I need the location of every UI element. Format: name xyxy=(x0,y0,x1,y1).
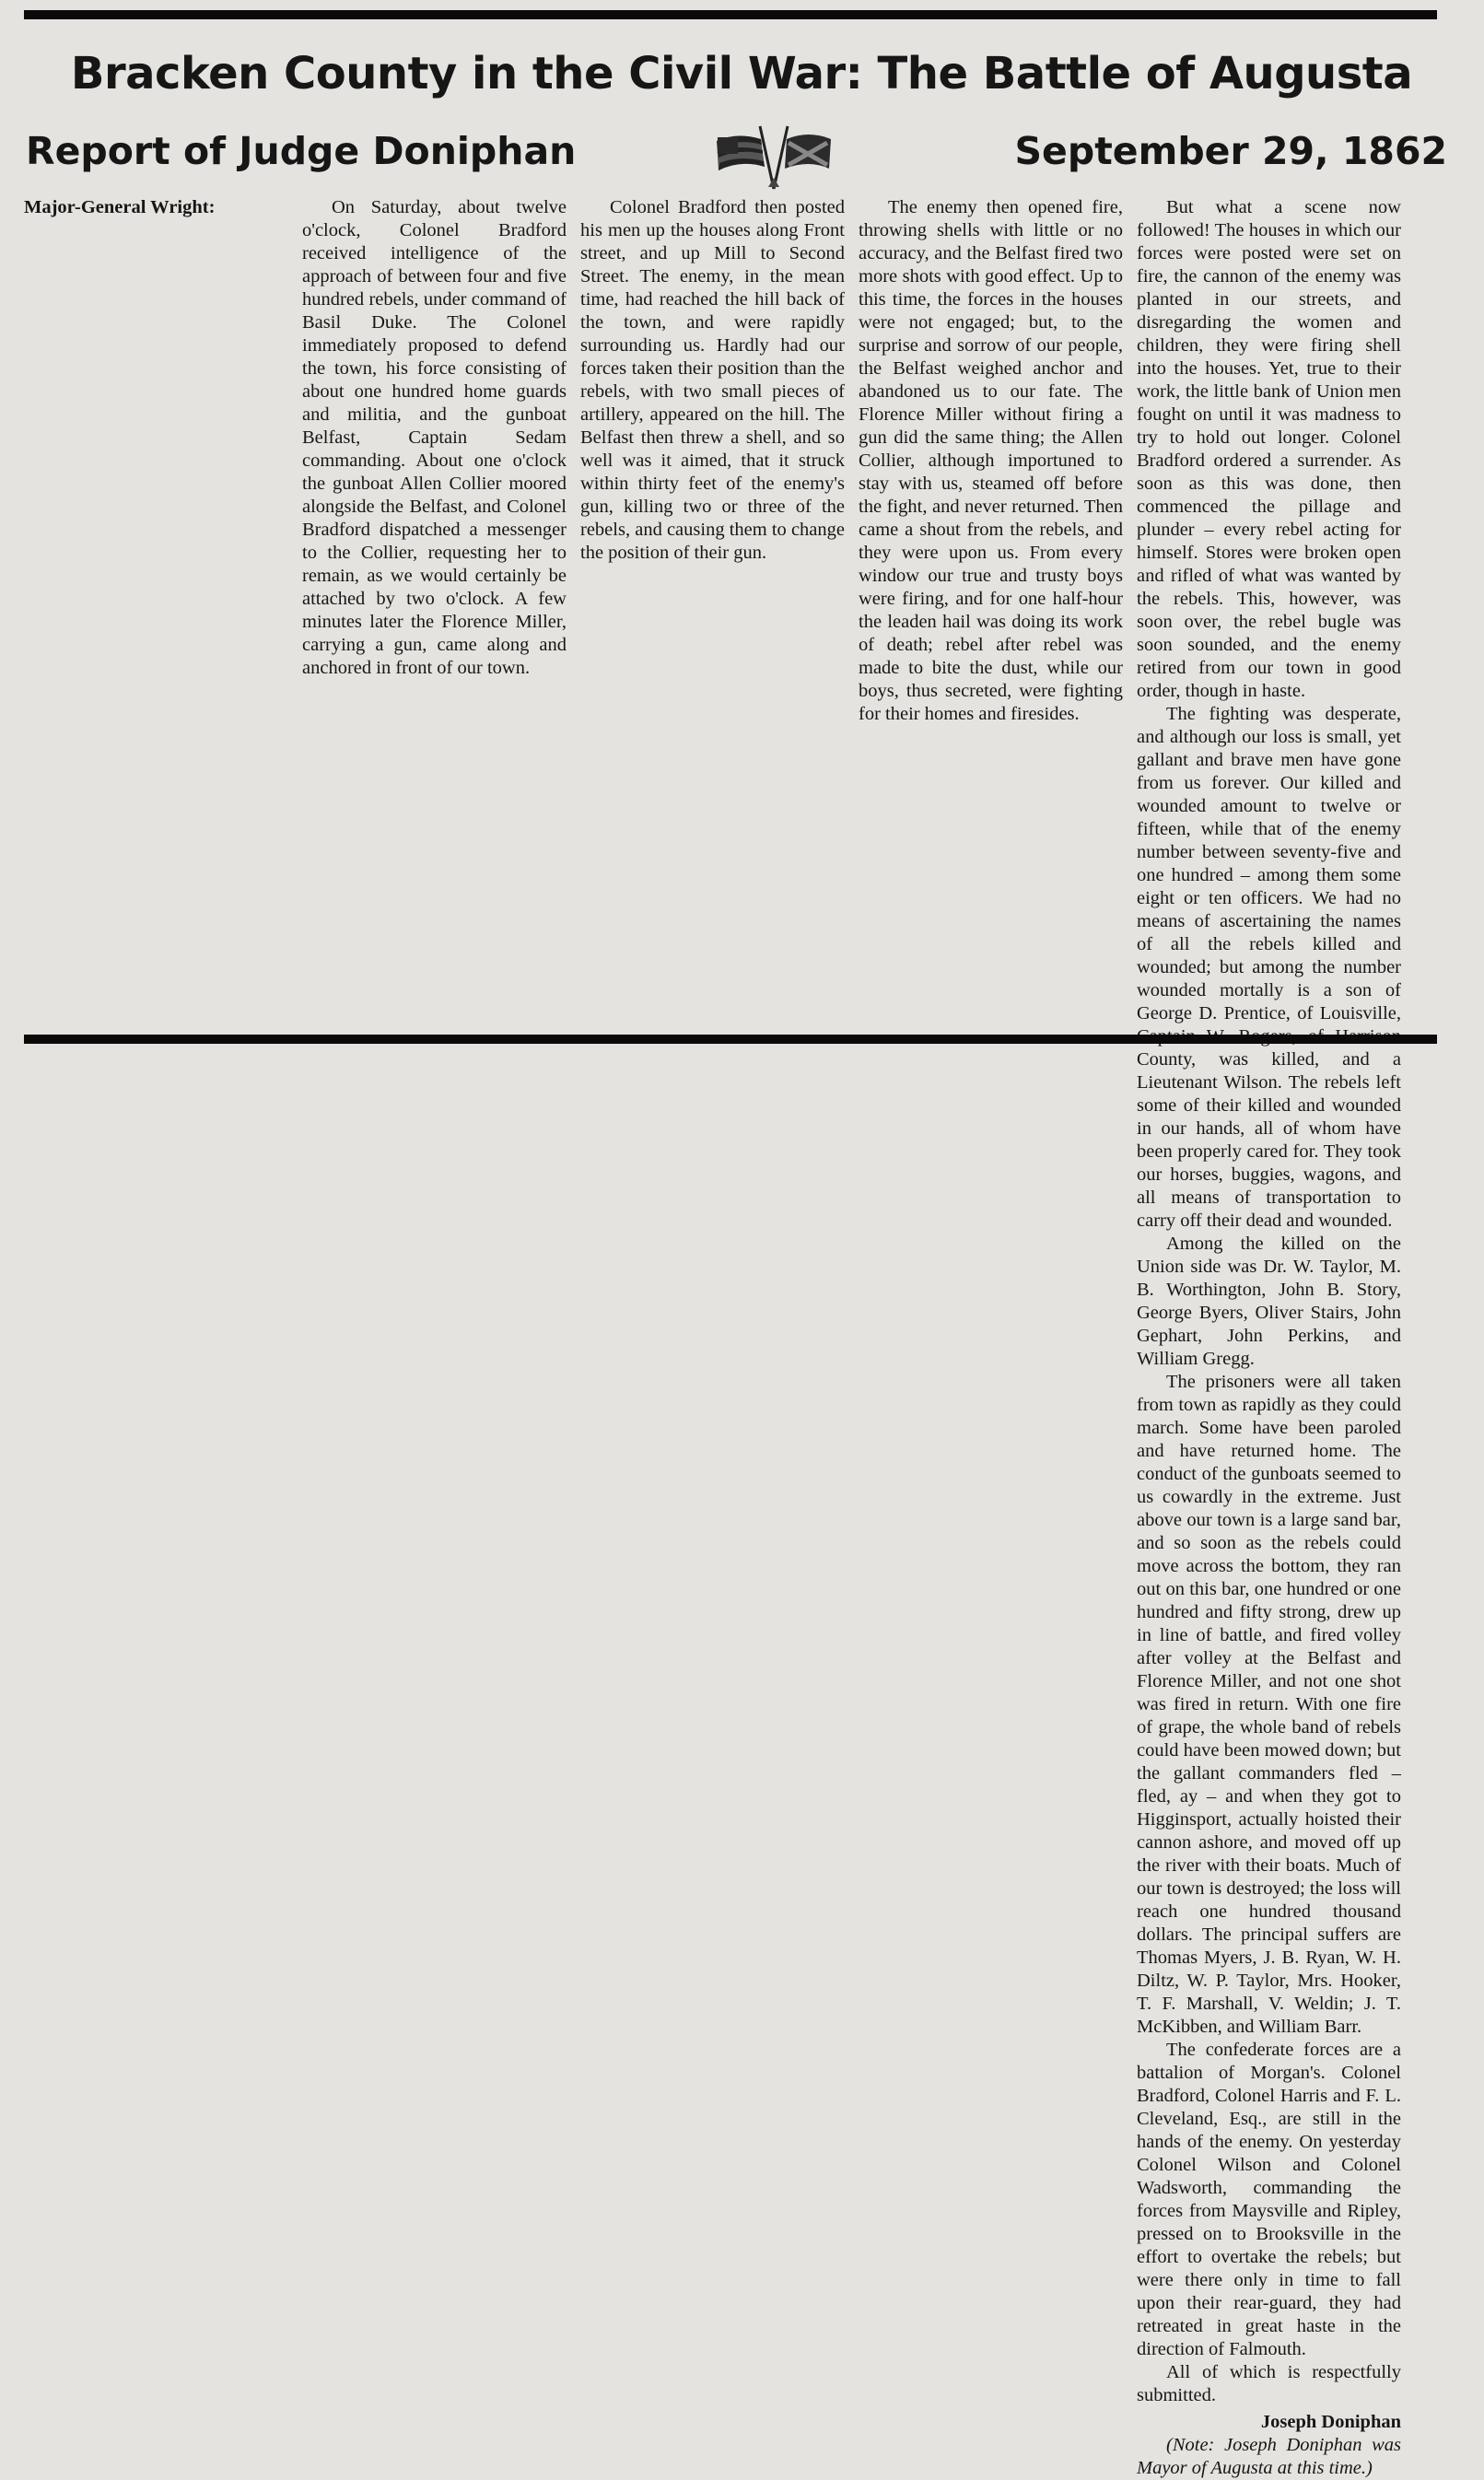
article-column-5 xyxy=(1137,196,1401,2478)
paragraph: But what a scene now followed! The houses in which our forces were posted were set on fire, the cannon of the enemy was planted in our streets, and disregarding the women and children, they were firing shell into the houses. Yet, true to their work, the little bank of Union men fought on until it was madness to try to hold out longer. Colonel Bradford ordered a surrender. As soon as this was done, then commenced the pillage and plunder – every rebel acting for himself. Stores were broken open and rifled of what was wanted by the rebels. This, however, was soon over, the rebel bugle was soon sounded, and the enemy retired from our town in good order, though in haste. xyxy=(1137,197,1401,701)
crossed-flags-icon xyxy=(709,123,838,193)
bottom-rule xyxy=(24,1035,1437,1044)
paragraph: All of which is respectfully submitted. xyxy=(1137,2362,1401,2405)
paragraph: Among the killed on the Union side was Dr. W. Taylor, M. B. Worthington, John B. Story, George Byers, Oliver Stairs, John Gephart, John Perkins, and William Gregg. xyxy=(1137,1234,1401,1369)
article-column-1 xyxy=(24,196,288,1025)
signature: Joseph Doniphan xyxy=(1260,2412,1401,2432)
paragraph: The fighting was desperate, and although our loss is small, yet gallant and brave men have gone from us forever. Our killed and wounded amount to twelve or fifteen, while that of the enemy number between seventy-five and one hundred – among them some eight or ten officers. We had no means of ascertaining the names of all the rebels killed and wounded; but among the number wounded mortally is a son of George D. Prentice, of Louisville, County, was killed, and a Lieutenant Wilson. The rebels left some of their killed and wounded in our hands, all of whom have been properly cared for. They took our horses, buggies, wagons, and all means of transportation to carry off their dead and wounded. xyxy=(1137,704,1401,1231)
subhead-date: September 29, 1862 xyxy=(1014,129,1447,173)
top-rule xyxy=(24,10,1437,19)
editor-note: (Note: Joseph Doniphan was Mayor of Augusta at this time.) xyxy=(1137,2435,1401,2478)
salutation: Major-General Wright: xyxy=(24,197,216,217)
headline: Bracken County in the Civil War: The Battle of Augusta xyxy=(70,48,1413,99)
article-column-3 xyxy=(580,196,845,1025)
article-column-4 xyxy=(859,196,1123,1025)
paragraph: On Saturday, about twelve o'clock, Colonel Bradford received intelligence of the approach of between four and five hundred rebels, under command of Basil Duke. The Colonel immediately proposed to defend the town, his force consisting of about one hundred home guards and militia, and the gunboat Belfast, Captain Sedam commanding. About one o'clock the gunboat Allen Collier moored alongside the Belfast, and Colonel Bradford dispatched a messenger to the Collier, requesting her to remain, as we would certainly be attached by two o'clock. A few minutes later the Florence Miller, carrying a gun, came along and anchored in front of our town. xyxy=(302,197,567,678)
paragraph: Colonel Bradford then posted his men up the houses along Front street, and up Mill to Second Street. The enemy, in the mean time, had reached the hill back of the town, and were rapidly surrounding us. Hardly had our forces taken their position than the rebels, with two small pieces of artillery, appeared on the hill. The Belfast then threw a shell, and so well was it aimed, that it struck within thirty feet of the enemy's gun, killing two or three of the rebels, and causing them to change the position of their gun. xyxy=(580,197,845,563)
paragraph: The enemy then opened fire, throwing shells with little or no accuracy, and the Belfast fired two more shots with good effect. Up to this time, the forces in the houses were not engaged; but, to the surprise and sorrow of our people, the Belfast weighed anchor and abandoned us to our fate. The Florence Miller without firing a gun did the same thing; the Allen Collier, although importuned to stay with us, steamed off before the fight, and never returned. Then came a shout from the rebels, and they were upon us. From every window our true and trusty boys were firing, and for one half-hour the leaden hail was doing its work of death; rebel after rebel was made to bite the dust, while our boys, thus secreted, were fighting for their homes and firesides. xyxy=(859,197,1123,724)
paragraph: The prisoners were all taken from town as rapidly as they could march. Some have been paroled and have returned home. The conduct of the gunboats seemed to us cowardly in the extreme. Just above our town is a large sand bar, and so soon as the rebels could move across the bottom, they ran out on this bar, one hundred or one hundred and fifty strong, drew up in line of battle, and fired volley after volley at the Belfast and Florence Miller, and not one shot was fired in return. With one fire of grape, the whole band of rebels could have been mowed down; but the gallant commanders fled – fled, ay – and when they got to Higginsport, actually hoisted their cannon ashore, and moved off up the river with their boats. Much of our town is destroyed; the loss will reach one hundred thousand dollars. The principal suffers are Thomas Myers, J. B. Ryan, W. H. Diltz, W. P. Taylor, Mrs. Hooker, T. F. Marshall, V. Weldin; J. T. McKibben, and William Barr. xyxy=(1137,1372,1401,2037)
paragraph: The confederate forces are a battalion of Morgan's. Colonel Bradford, Colonel Harris and F. L. Cleveland, Esq., are still in the hands of the enemy. On yesterday Colonel Wilson and Colonel Wadsworth, commanding the forces from Maysville and Ripley, pressed on to Brooksville in the effort to overtake the rebels; but were there only in time to fall upon their rear-guard, they had retreated in great haste in the direction of Falmouth. xyxy=(1137,2040,1401,2359)
subhead-report-title: Report of Judge Doniphan xyxy=(26,129,577,173)
article-column-2 xyxy=(302,196,567,1025)
